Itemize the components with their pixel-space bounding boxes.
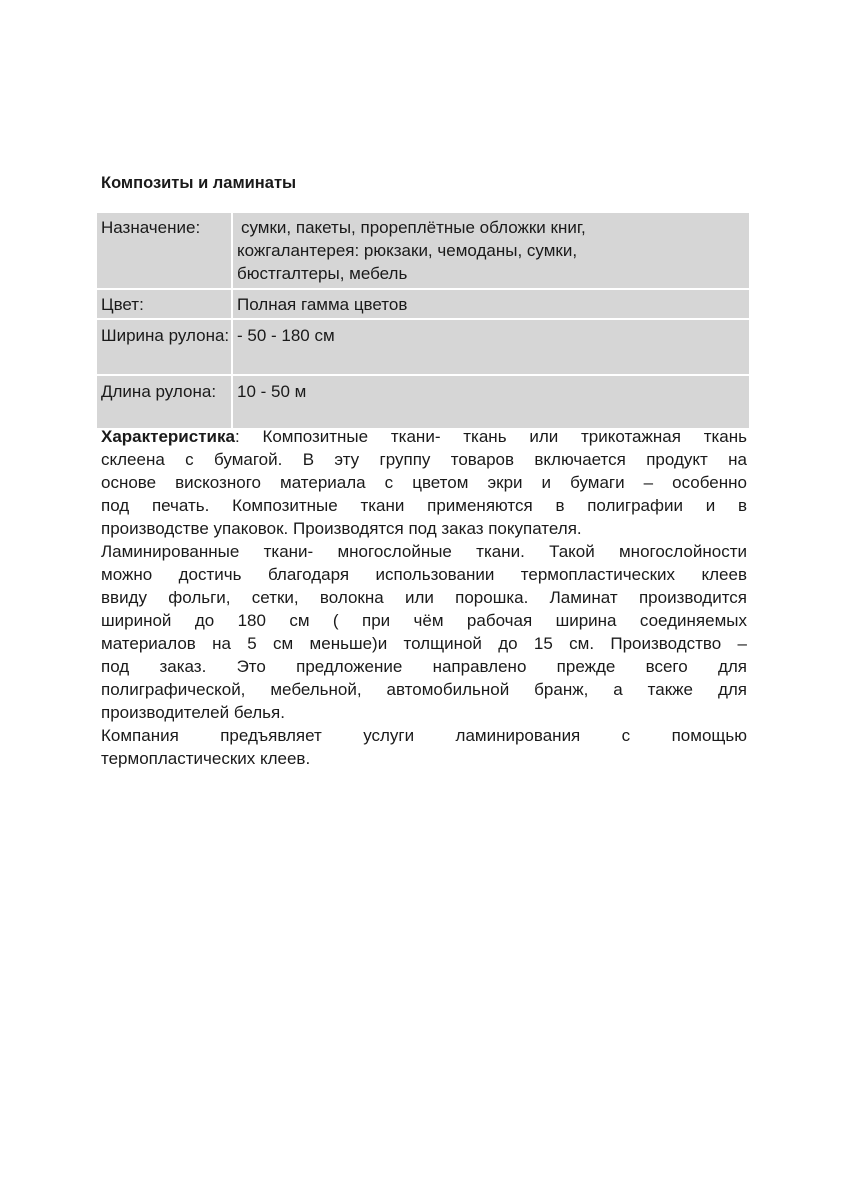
- characteristic-label: Характеристика: [101, 427, 235, 446]
- table-row-color: [97, 290, 749, 318]
- roll-length-value: 10 - 50 м: [233, 376, 749, 428]
- roll-width-label: Ширина рулона:: [97, 320, 231, 374]
- properties-table: [95, 211, 751, 430]
- roll-length-label: Длина рулона:: [97, 376, 231, 428]
- characteristic-paragraph: Характеристика: Композитные ткани- ткань или трикотажная ткань склеена с бумагой. В эту группу товаров включается продукт на основе вискозного материала с цветом экри и бумаги – особенно под печать. Композитные ткани применяются в полиграфии и в производстве упаковок. Производятся под заказ покупателя.: [101, 427, 747, 538]
- table-row-purpose: [97, 213, 749, 288]
- color-label: Цвет:: [97, 290, 231, 318]
- company-paragraph: Компания предъявляет услуги ламинирования с помощью термопластических клеев.: [101, 726, 747, 768]
- color-value: Полная гамма цветов: [233, 290, 749, 318]
- purpose-label: Назначение:: [97, 213, 231, 288]
- page-title: Композиты и ламинаты: [101, 174, 297, 192]
- table-row-roll-width: [97, 320, 749, 374]
- table-row-roll-length: [97, 376, 749, 428]
- body-text: [101, 425, 747, 770]
- laminated-paragraph: Ламинированные ткани- многослойные ткани. Такой многослойности можно достичь благодаря использовании термопластических клеев ввиду фольги, сетки, волокна или порошка. Ламинат производится шириной до 180 см ( при чём рабочая ширина соединяемых материалов на 5 см меньше)и толщиной до 15 см. Производство – под заказ. Это предложение направлено прежде всего для полиграфической, мебельной, автомобильной бранж, а также для производителей белья.: [101, 542, 747, 722]
- purpose-value: сумки, пакеты, прореплётные обложки книг, кожгалантерея: рюкзаки, чемоданы, сумки, бюстгалтеры, мебель: [233, 213, 749, 288]
- roll-width-value: - 50 - 180 см: [233, 320, 749, 374]
